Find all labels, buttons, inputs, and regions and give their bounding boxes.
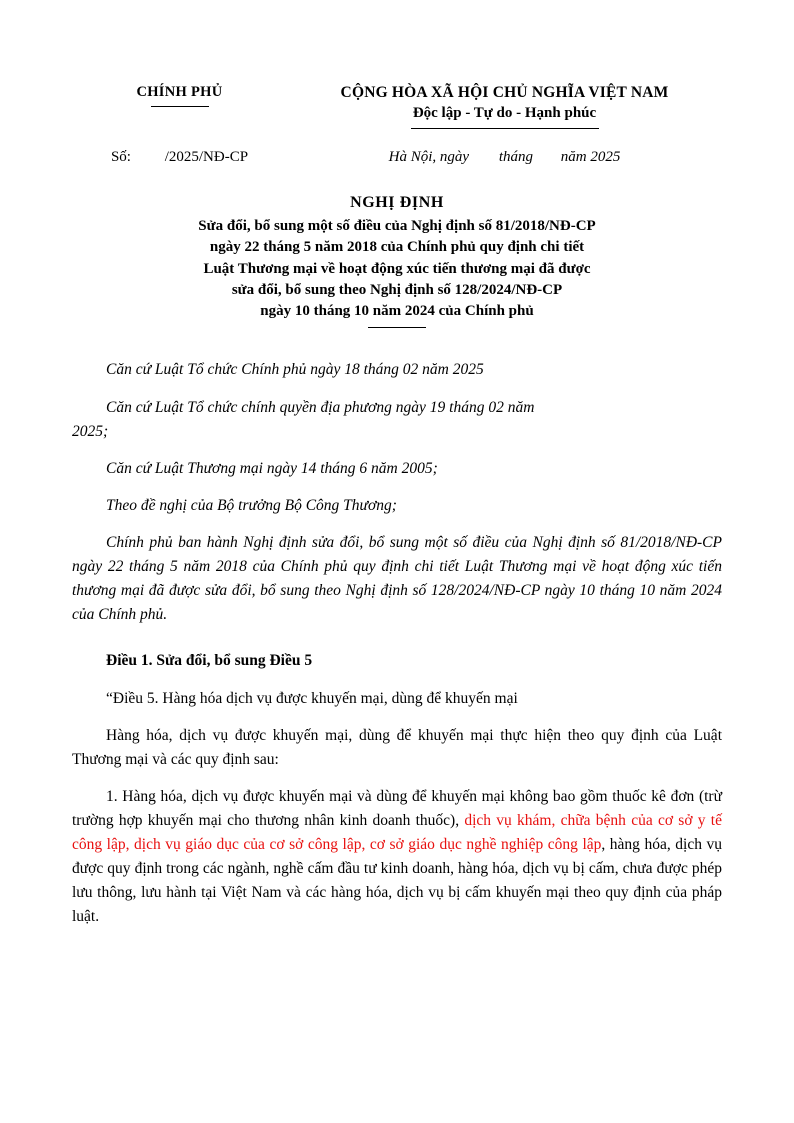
legal-basis-text: Căn cứ Luật Tổ chức chính quyền địa phương ngày 19 tháng 02 năm <box>106 398 535 416</box>
document-type-title: NGHỊ ĐỊNH <box>350 194 444 211</box>
issue-month-label: tháng <box>498 149 533 165</box>
document-subject-line: ngày 10 tháng 10 năm 2024 của Chính phủ <box>260 303 534 320</box>
motto-underline-divider <box>411 128 599 129</box>
enactment-paragraph: Chính phủ ban hành Nghị định sửa đổi, bổ sung một số điều của Nghị định số 81/2018/NĐ-CP ngày 22 tháng 5 năm 2018 của Chính phủ quy định chi tiết Luật Thương mại về hoạt động xúc tiến thương mại đã được sửa đổi, bổ sung theo Nghị định số 128/2024/NĐ-CP ngày 10 tháng 10 năm 2024 của Chính phủ. <box>72 533 722 623</box>
issuing-authority-name: CHÍNH PHỦ <box>136 84 223 100</box>
article-intro-paragraph: Hàng hóa, dịch vụ được khuyến mại, dùng để khuyến mại thực hiện theo quy định của Luật Thương mại và các quy định sau: <box>72 726 722 768</box>
issue-place-and-day: Hà Nội, ngày <box>388 149 470 165</box>
issue-year-label: năm 2025 <box>560 149 621 165</box>
document-header <box>72 80 722 129</box>
national-motto: Độc lập - Tự do - Hạnh phúc <box>412 105 597 121</box>
title-underline-divider <box>368 327 426 328</box>
authority-underline-divider <box>151 106 209 107</box>
header-issuing-authority <box>72 80 287 107</box>
document-subject-line: Sửa đổi, bổ sung một số điều của Nghị định số 81/2018/NĐ-CP <box>198 218 596 234</box>
legal-basis-text-continuation: 2025; <box>72 422 109 440</box>
clause-1-text-before-amendment: 1. Hàng hóa, dịch vụ được khuyến mại và dùng để khuyến mại không bao gồm thuốc kê đơn (trừ trường hợp khuyến mại cho thương nhân kinh doanh thuốc), <box>72 787 722 829</box>
proposal-paragraph: Theo đề nghị của Bộ trưởng Bộ Công Thương; <box>106 496 397 514</box>
document-number-and-date-row <box>72 149 722 166</box>
document-title-block <box>72 194 722 328</box>
document-number-label: Số: <box>110 149 131 165</box>
clause-1-amended-text: dịch vụ khám, chữa bệnh của cơ sở y tế công lập, dịch vụ giáo dục của cơ sở công lập, cơ sở giáo dục nghề nghiệp công lập <box>72 811 722 853</box>
document-number-value: /2025/NĐ-CP <box>164 149 249 165</box>
quoted-article-title: “Điều 5. Hàng hóa dịch vụ được khuyến mại, dùng để khuyến mại <box>106 689 518 707</box>
country-name: CỘNG HÒA XÃ HỘI CHỦ NGHĨA VIỆT NAM <box>340 84 669 101</box>
legal-basis-paragraph <box>72 396 722 444</box>
header-national-heading <box>287 80 722 129</box>
clause-1-paragraph <box>72 785 722 929</box>
legal-basis-paragraph: Căn cứ Luật Thương mại ngày 14 tháng 6 năm 2005; <box>106 459 438 477</box>
document-body <box>72 358 722 928</box>
document-subject-line: ngày 22 tháng 5 năm 2018 của Chính phủ quy định chi tiết <box>209 239 585 256</box>
legal-basis-paragraph: Căn cứ Luật Tổ chức Chính phủ ngày 18 tháng 02 năm 2025 <box>106 361 484 379</box>
document-subject-line: Luật Thương mại về hoạt động xúc tiến thương mại đã được <box>203 260 591 277</box>
document-number <box>72 149 287 166</box>
article-1-heading: Điều 1. Sửa đổi, bổ sung Điều 5 <box>106 651 313 669</box>
issue-place-and-date <box>287 149 722 166</box>
document-subject-line: sửa đổi, bổ sung theo Nghị định số 128/2024/NĐ-CP <box>231 281 563 298</box>
document-subject-title <box>72 216 722 322</box>
clause-1-text-after-amendment: , hàng hóa, dịch vụ được quy định trong các ngành, nghề cấm đầu tư kinh doanh, hàng hóa, dịch vụ bị cấm, chưa được phép lưu thông, lưu hành tại Việt Nam và các hàng hóa, dịch vụ bị cấm khuyến mại theo quy định của pháp luật. <box>72 835 722 925</box>
